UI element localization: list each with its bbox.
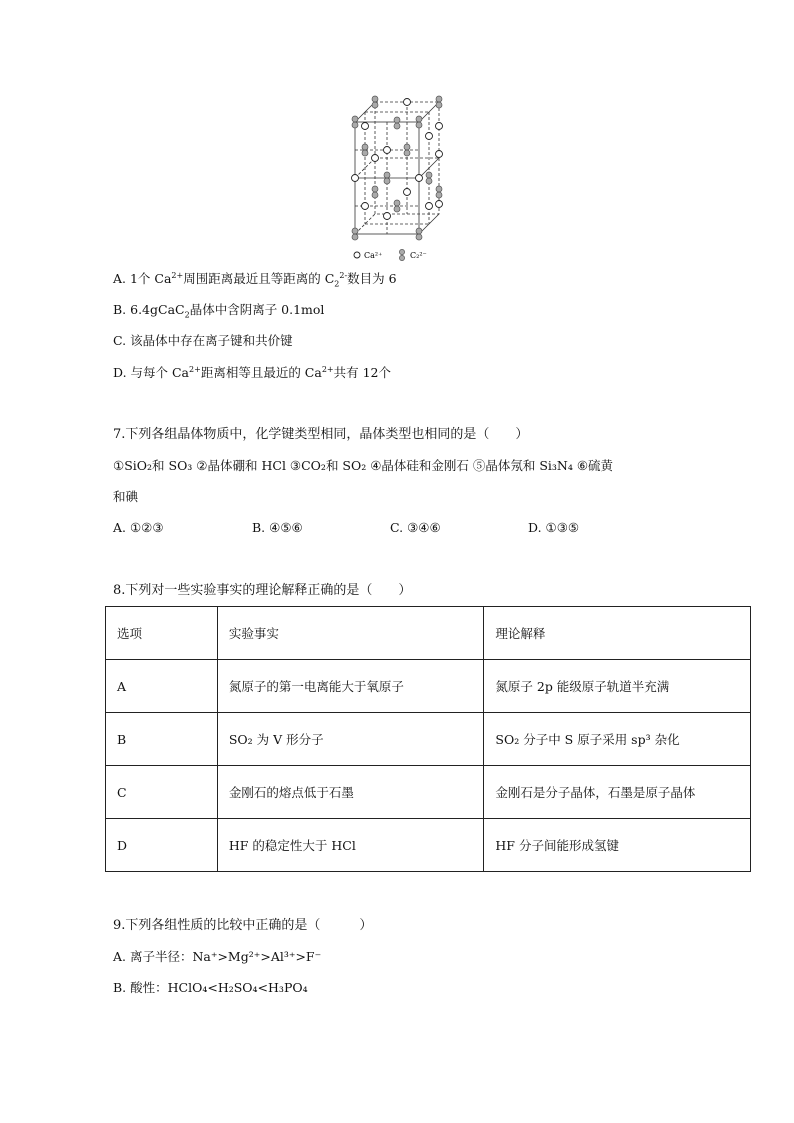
legend-c2: C₂²⁻ [410, 251, 427, 260]
cac2-crystal-figure [340, 92, 460, 264]
q7-option-d: D. ①③⑤ [528, 520, 580, 535]
q7-stem: 7.下列各组晶体物质中，化学键类型相同，晶体类型也相同的是（ ） [113, 427, 529, 442]
header-fact: 实验事实 [217, 607, 484, 660]
row-fact: HF 的稳定性大于 HCl [217, 819, 484, 872]
q7-items-line2: 和碘 [113, 489, 139, 504]
row-fact: 金刚石的熔点低于石墨 [217, 766, 484, 819]
q8-stem: 8.下列对一些实验事实的理论解释正确的是（ ） [113, 583, 412, 598]
table-row [106, 766, 751, 819]
q7-items-line1: ①SiO₂和 SO₃ ②晶体硼和 HCl ③CO₂和 SO₂ ④晶体硅和金刚石 ⑤晶体氖和 Si₃N₄ ⑥硫黄 [113, 458, 614, 473]
q9-stem: 9.下列各组性质的比较中正确的是（ ） [113, 918, 373, 933]
ca-legend-icon [354, 252, 360, 258]
q6-option-c: C. 该晶体中存在离子键和共价键 [113, 333, 293, 348]
header-explanation: 理论解释 [484, 607, 751, 660]
q8-table [105, 606, 751, 872]
q9-option-b: B. 酸性：HClO₄<H₂SO₄<H₃PO₄ [113, 980, 308, 995]
table-row [106, 660, 751, 713]
q7-option-a: A. ①②③ [113, 520, 164, 535]
table-row [106, 819, 751, 872]
c2-legend-icon [399, 249, 404, 254]
row-explanation: SO₂ 分子中 S 原子采用 sp³ 杂化 [484, 713, 751, 766]
q6-option-a: A. 1个 $Ca^{2+}$周围距离最近且等距离的 $C_2^{2-}$数目为 6 [113, 270, 397, 289]
q7-option-c: C. ③④⑥ [390, 520, 441, 535]
q9-option-a: A. 离子半径：Na⁺>Mg²⁺>Al³⁺>F⁻ [113, 949, 322, 964]
row-explanation: 氮原子 2p 能级原子轨道半充满 [484, 660, 751, 713]
row-option: A [106, 660, 218, 713]
row-option: C [106, 766, 218, 819]
row-fact: SO₂ 为 V 形分子 [217, 713, 484, 766]
row-option: B [106, 713, 218, 766]
row-fact: 氮原子的第一电离能大于氧原子 [217, 660, 484, 713]
row-explanation: HF 分子间能形成氢键 [484, 819, 751, 872]
q6-option-d: D. 与每个 $Ca^{2+}$距离相等且最近的 $Ca^{2+}$共有 12个 [113, 364, 391, 380]
table-header-row [106, 607, 751, 660]
q7-option-b: B. ④⑤⑥ [252, 520, 303, 535]
row-explanation: 金刚石是分子晶体，石墨是原子晶体 [484, 766, 751, 819]
row-option: D [106, 819, 218, 872]
table-row [106, 713, 751, 766]
header-option: 选项 [106, 607, 218, 660]
crystal-lattice-diagram [340, 92, 460, 264]
q6-option-b: B. 6.4gCaC$_2$晶体中含阴离子 0.1mol [113, 302, 325, 320]
legend-ca: Ca²⁺ [364, 251, 383, 260]
